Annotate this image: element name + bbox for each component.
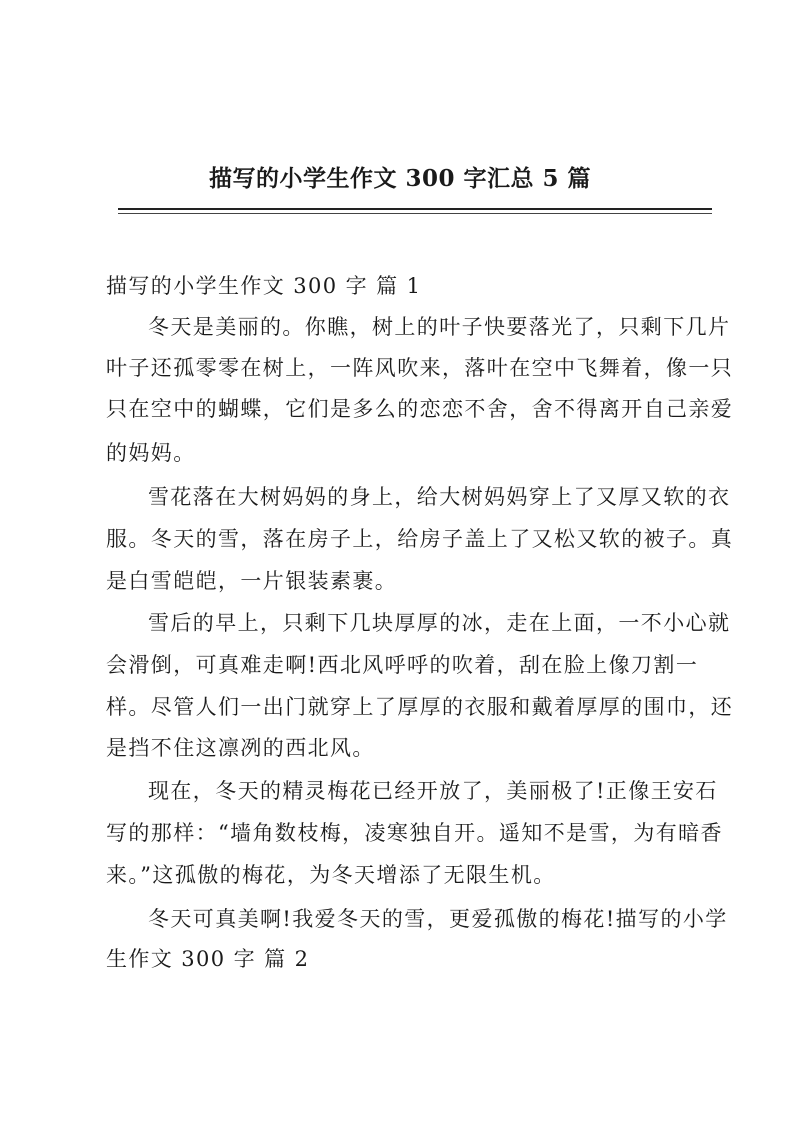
- text-line: 服。冬天的雪，落在房子上，给房子盖上了又松又软的被子。真: [106, 527, 734, 551]
- divider-thin-line: [118, 213, 712, 214]
- text-line: 冬天可真美啊!我爱冬天的雪，更爱孤傲的梅花!描写的小学: [148, 907, 728, 931]
- text-line: 的妈妈。: [106, 441, 196, 465]
- text-line: 是挡不住这凛冽的西北风。: [106, 736, 375, 760]
- text-line: 雪花落在大树妈妈的身上，给大树妈妈穿上了又厚又软的衣: [148, 485, 731, 509]
- section-heading-2: 生作文 300 字 篇 2: [106, 947, 310, 971]
- text-line: 雪后的早上，只剩下几块厚厚的冰，走在上面，一不小心就: [148, 611, 731, 635]
- section-heading-1: 描写的小学生作文 300 字 篇 1: [106, 274, 422, 298]
- text-line: 叶子还孤零零在树上，一阵风吹来，落叶在空中飞舞着，像一只: [106, 356, 734, 380]
- text-line: 来。”这孤傲的梅花，为冬天增添了无限生机。: [106, 863, 556, 887]
- text-line: 现在，冬天的精灵梅花已经开放了，美丽极了!正像王安石: [148, 779, 718, 803]
- title-divider: [118, 208, 712, 214]
- text-line: 样。尽管人们一出门就穿上了厚厚的衣服和戴着厚厚的围巾，还: [106, 695, 734, 719]
- text-line: 是白雪皑皑，一片银装素裹。: [106, 569, 398, 593]
- divider-thick-line: [118, 208, 712, 210]
- text-line: 只在空中的蝴蝶，它们是多么的恋恋不舍，舍不得离开自己亲爱: [106, 397, 734, 421]
- document-title: 描写的小学生作文 300 字汇总 5 篇: [208, 165, 592, 192]
- text-line: 会滑倒，可真难走啊!西北风呼呼的吹着，刮在脸上像刀割一: [106, 653, 699, 677]
- text-line: 冬天是美丽的。你瞧，树上的叶子快要落光了，只剩下几片: [148, 315, 731, 339]
- text-line: 写的那样：“墙角数枝梅，凌寒独自开。遥知不是雪，为有暗香: [106, 821, 723, 845]
